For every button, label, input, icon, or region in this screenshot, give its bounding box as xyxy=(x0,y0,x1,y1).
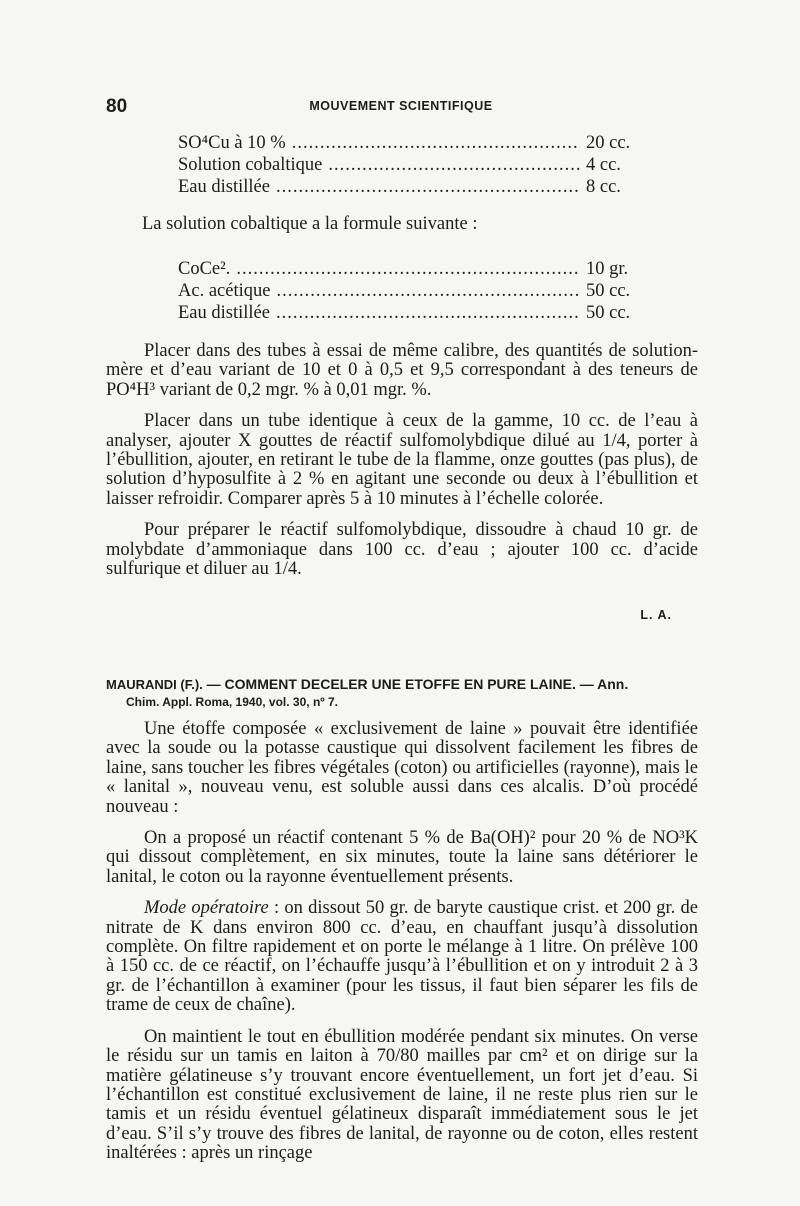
ingredient-quantity: 50 cc. xyxy=(586,281,631,301)
page-number: 80 xyxy=(106,96,128,117)
dot-leader xyxy=(236,259,580,280)
recipe-row xyxy=(178,259,638,281)
recipe-row xyxy=(178,155,638,177)
paragraph: Placer dans un tube identique à ceux de la gamme, 10 cc. de l’eau à analyser, ajouter X gouttes de réactif sulfomolybdique dilué au 1/4, porter à l’ébullition, ajouter, en retirant le tube de la flamme, onze gouttes (pas plus), de solution d’hyposulfite à 2 % en agitant une seconde ou deux à l’ébullition et laisser refroidir. Comparer après 5 à 10 minutes à l’échelle colorée. xyxy=(106,411,698,509)
dot-leader xyxy=(328,155,580,176)
reference-source: Chim. Appl. Roma, 1940, vol. 30, nº 7. xyxy=(126,695,338,709)
reference-title: — COMMENT DECELER UNE ETOFFE EN PURE LAINE. — Ann. xyxy=(202,676,629,692)
author-initials: L. A. xyxy=(640,608,672,622)
ingredient-name: Solution cobaltique xyxy=(178,155,323,175)
ingredient-name: Eau distillée xyxy=(178,177,270,197)
running-title: MOUVEMENT SCIENTIFIQUE xyxy=(309,99,493,113)
paragraph: Une étoffe composée « exclusivement de laine » pouvait être identifiée avec la soude ou la potasse caustique qui dissolvent facilement les fibres de laine, sans toucher les fibres végétales (coton) ou artificielles (rayonne), mais le « lanital », nouveau venu, est soluble aussi dans ces alcalis. D’où procédé nouveau : xyxy=(106,719,698,817)
ingredient-quantity: 10 gr. xyxy=(586,259,629,279)
ingredient-quantity: 20 cc. xyxy=(586,133,631,153)
ingredient-quantity: 8 cc. xyxy=(586,177,621,197)
dot-leader xyxy=(292,133,580,154)
reagent-recipe-2 xyxy=(178,259,638,325)
ingredient-name: SO⁴Cu à 10 % xyxy=(178,133,286,153)
recipe-row xyxy=(178,177,638,199)
page-header xyxy=(106,96,696,120)
reagent-recipe-1 xyxy=(178,133,638,199)
mode-operatoire-text: : on dissout 50 gr. de baryte caustique crist. et 200 gr. de nitrate de K dans environ 800 cc. d’eau, en chauffant jusqu’à dissolution complète. On filtre rapidement et on porte le mélange à 1 litre. On prélève 100 à 150 cc. de ce réactif, on l’échauffe jusqu’à l’ébullition et on y introduit 2 à 3 gr. de l’échantillon à examiner (pour les tissus, il faut bien séparer les fils de trame de ceux de chaîne). xyxy=(106,898,698,1016)
ingredient-quantity: 50 cc. xyxy=(586,303,631,323)
paragraph: On a proposé un réactif contenant 5 % de Ba(OH)² pour 20 % de NO³K qui dissout complètement, en six minutes, toute la laine sans détériorer le lanital, le coton ou la rayonne éventuellement présents. xyxy=(106,828,698,887)
procedure-text xyxy=(106,342,698,579)
recipe-row xyxy=(178,133,638,155)
ingredient-name: Eau distillée xyxy=(178,303,270,323)
dot-leader xyxy=(276,177,580,198)
recipe-row xyxy=(178,281,638,303)
dot-leader xyxy=(276,303,580,324)
article-body xyxy=(106,720,698,1164)
mode-operatoire-heading: Mode opératoire xyxy=(144,898,269,919)
paragraph: Placer dans des tubes à essai de même calibre, des quantités de solution-mère et d’eau variant de 10 et 0 à 0,5 et 9,5 correspondant à des teneurs de PO⁴H³ variant de 0,2 mgr. % à 0,01 mgr. %. xyxy=(106,341,698,400)
reference-author: MAURANDI (F.). xyxy=(106,677,203,692)
paragraph: On maintient le tout en ébullition modérée pendant six minutes. On verse le résidu sur un tamis en laiton à 70/80 mailles par cm² et on dirige sur la matière gélatineuse s’y trouvant encore éventuellement, un fort jet d’eau. Si l’échantillon est constitué exclusivement de laine, il ne reste plus rien sur le tamis et un résidu éventuel gélatineux disparaît immédiatement sous le jet d’eau. S’il s’y trouve des fibres de lanital, de rayonne ou de coton, elles restent inaltérées : après un rinçage xyxy=(106,1026,698,1164)
dot-leader xyxy=(276,281,580,302)
reference-heading xyxy=(106,676,706,692)
mode-operatoire-paragraph xyxy=(106,899,698,1015)
recipe-row xyxy=(178,303,638,325)
ingredient-quantity: 4 cc. xyxy=(586,155,621,175)
ingredient-name: CoCe². xyxy=(178,259,231,279)
cobalt-solution-intro: La solution cobaltique a la formule suivante : xyxy=(142,214,478,234)
article-reference xyxy=(106,676,706,709)
ingredient-name: Ac. acétique xyxy=(178,281,271,301)
paragraph: Pour préparer le réactif sulfomolybdique, dissoudre à chaud 10 gr. de molybdate d’ammoniaque dans 100 cc. d’eau ; ajouter 100 cc. d’acide sulfurique et diluer au 1/4. xyxy=(106,520,698,580)
